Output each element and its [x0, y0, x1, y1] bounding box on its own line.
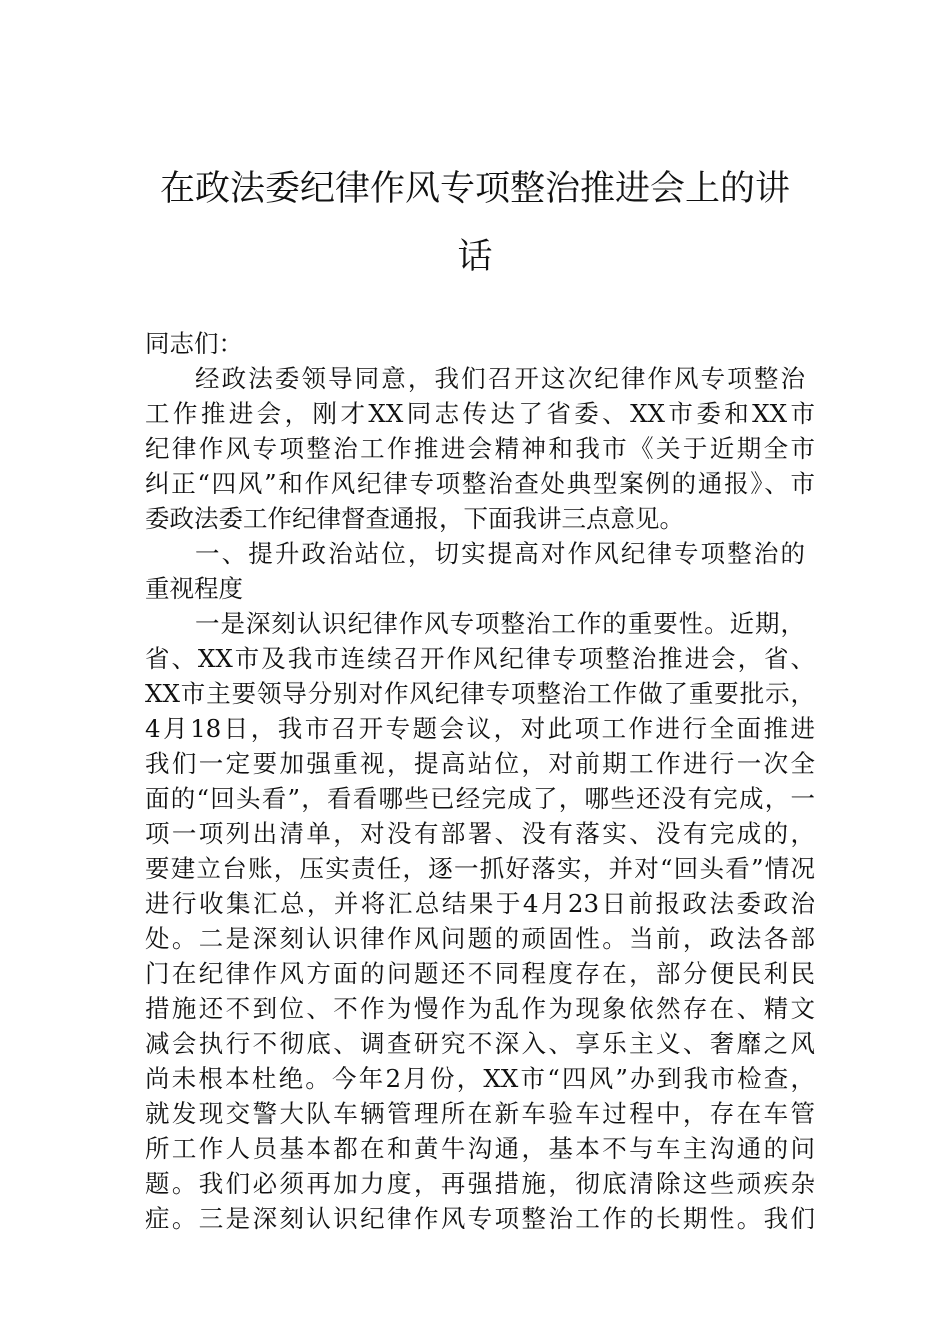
paragraph-line: 经政法委领导同意，我们召开这次纪律作风专项整治	[195, 364, 805, 393]
paragraph-line: 所工作人员基本都在和黄牛沟通，基本不与车主沟通的问	[145, 1134, 815, 1163]
paragraph-line: 委政法委工作纪律督查通报，下面我讲三点意见。	[145, 504, 684, 533]
paragraph-line: 纠正“四风”和作风纪律专项整治查处典型案例的通报》、市	[145, 469, 815, 498]
paragraph-line: 一是深刻认识纪律作风专项整治工作的重要性。近期，	[195, 609, 805, 638]
paragraph-line: 我们一定要加强重视，提高站位，对前期工作进行一次全	[145, 749, 815, 778]
paragraph-line: XX市主要领导分别对作风纪律专项整治工作做了重要批示，	[145, 679, 815, 708]
salutation: 同志们：	[145, 329, 243, 358]
paragraph-line: 措施还不到位、不作为慢作为乱作为现象依然存在、精文	[145, 994, 815, 1023]
paragraph-line: 项一项列出清单，对没有部署、没有落实、没有完成的，	[145, 819, 815, 848]
paragraph-line: 面的“回头看”，看看哪些已经完成了，哪些还没有完成，一	[145, 784, 815, 813]
section-heading-line: 重视程度	[145, 574, 243, 603]
document-title-line-2: 话	[457, 237, 493, 277]
paragraph-line: 处。二是深刻认识律作风问题的顽固性。当前，政法各部	[145, 924, 815, 953]
paragraph-line: 就发现交警大队车辆管理所在新车验车过程中，存在车管	[145, 1099, 815, 1128]
paragraph-line: 纪律作风专项整治工作推进会精神和我市《关于近期全市	[145, 434, 815, 463]
paragraph-line: 4月18日，我市召开专题会议，对此项工作进行全面推进	[145, 714, 815, 743]
paragraph-line: 工作推进会，刚才XX同志传达了省委、XX市委和XX市	[145, 399, 815, 428]
paragraph-line: 减会执行不彻底、调查研究不深入、享乐主义、奢靡之风	[145, 1029, 815, 1058]
paragraph-line: 尚未根本杜绝。今年2月份，XX市“四风”办到我市检查，	[145, 1064, 815, 1093]
document-title-line-1: 在政法委纪律作风专项整治推进会上的讲	[159, 169, 790, 209]
paragraph-line: 省、XX市及我市连续召开作风纪律专项整治推进会，省、	[145, 644, 815, 673]
paragraph-line: 症。三是深刻认识纪律作风专项整治工作的长期性。我们	[145, 1204, 815, 1233]
paragraph-line: 题。我们必须再加力度，再强措施，彻底清除这些顽疾杂	[145, 1169, 815, 1198]
section-heading-line: 一、提升政治站位，切实提高对作风纪律专项整治的	[195, 539, 805, 568]
paragraph-line: 进行收集汇总，并将汇总结果于4月23日前报政法委政治	[145, 889, 815, 918]
paragraph-line: 要建立台账，压实责任，逐一抓好落实，并对“回头看”情况	[145, 854, 815, 883]
paragraph-line: 门在纪律作风方面的问题还不同程度存在，部分便民利民	[145, 959, 815, 988]
